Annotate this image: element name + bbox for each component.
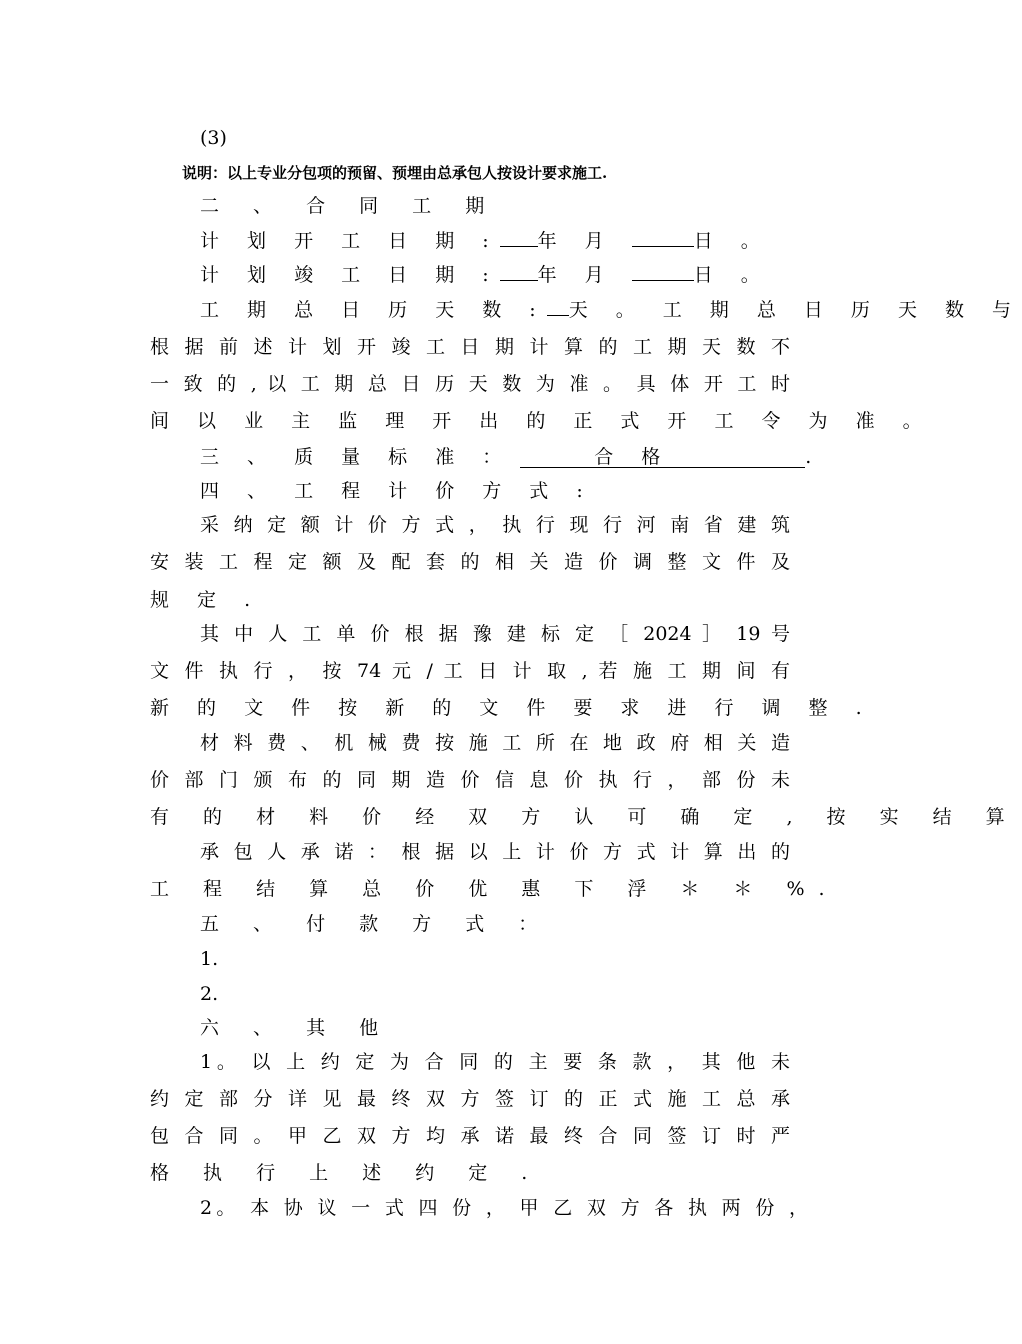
section-4-heading: 四 、 工 程 计 价 方 式 : [200, 480, 594, 502]
start-day-label: 日 。 [693, 230, 771, 252]
end-day-label: 日 。 [693, 264, 771, 286]
total-days-label: 工 期 总 日 历 天 数 : [200, 299, 547, 321]
pricing-para-2-line-2: 文 件 执 行 ， 按 74 元 / 工 日 计 取 , 若 施 工 期 间 有 [150, 660, 790, 682]
total-days-line-2: 根 据 前 述 计 划 开 竣 工 日 期 计 算 的 工 期 天 数 不 [150, 336, 790, 358]
pricing-para-2-line-1: 其 中 人 工 单 价 根 据 豫 建 标 定 ［ 2024 ］ 19 号 [200, 623, 790, 645]
end-month-label: 年 月 [537, 264, 615, 286]
total-days-blank [547, 315, 569, 316]
section-5-heading: 五 、 付 款 方 式 ： [200, 913, 552, 935]
planned-start-label: 计 划 开 工 日 期 : [200, 230, 500, 252]
item-3: (3) [200, 127, 227, 149]
section-3-line [200, 445, 822, 469]
payment-item-2: 2. [200, 983, 219, 1005]
pricing-para-2-line-3: 新 的 文 件 按 新 的 文 件 要 求 进 行 调 整 . [150, 697, 873, 719]
pricing-para-4-line-1: 承 包 人 承 诺 ： 根 据 以 上 计 价 方 式 计 算 出 的 [200, 841, 790, 863]
other-1-line-1: 1。 以 上 约 定 为 合 同 的 主 要 条 款 ， 其 他 未 [200, 1051, 790, 1073]
pricing-para-1-line-2: 安 装 工 程 定 额 及 配 套 的 相 关 造 价 调 整 文 件 及 [150, 551, 790, 573]
planned-end-line [200, 263, 771, 287]
other-2-line-1: 2。 本 协 议 一 式 四 份 ， 甲 乙 双 方 各 执 两 份 ， [200, 1197, 808, 1219]
end-year-blank [500, 280, 538, 281]
note-text: 说明：以上专业分包项的预留、预埋由总承包人按设计要求施工. [182, 164, 608, 182]
end-day-blank [632, 280, 694, 281]
planned-end-label: 计 划 竣 工 日 期 : [200, 264, 500, 286]
quality-standard-label: 三 、 质 量 标 准 ： [200, 446, 513, 468]
quality-standard-end: . [805, 446, 823, 468]
pricing-para-4-line-2: 工 程 结 算 总 价 优 惠 下 浮 ＊ ＊ %. [150, 878, 839, 900]
start-year-blank [500, 246, 538, 247]
quality-standard-text: 合 格 [594, 446, 672, 468]
pricing-para-3-line-2: 价 部 门 颁 布 的 同 期 造 价 信 息 价 执 行 ， 部 份 未 [150, 769, 790, 791]
payment-item-1: 1. [200, 948, 219, 970]
section-2-heading: 二 、 合 同 工 期 [200, 195, 499, 217]
total-days-line-4: 间 以 业 主 监 理 开 出 的 正 式 开 工 令 为 准 。 [150, 410, 933, 432]
other-1-line-3: 包 合 同 。 甲 乙 双 方 均 承 诺 最 终 合 同 签 订 时 严 [150, 1125, 790, 1147]
pricing-para-3-line-3: 有 的 材 料 价 经 双 方 认 可 确 定 , 按 实 结 算 [150, 806, 1019, 828]
section-6-heading: 六 、 其 他 [200, 1017, 393, 1039]
start-month-label: 年 月 [537, 230, 615, 252]
total-days-line-3: 一 致 的 , 以 工 期 总 日 历 天 数 为 准 。 具 体 开 工 时 [150, 373, 790, 395]
planned-start-line [200, 229, 771, 253]
total-days-text: 天 。 工 期 总 日 历 天 数 与 [568, 299, 1022, 321]
other-1-line-2: 约 定 部 分 详 见 最 终 双 方 签 订 的 正 式 施 工 总 承 [150, 1088, 790, 1110]
quality-standard-value [520, 447, 805, 468]
pricing-para-1-line-1: 采 纳 定 额 计 价 方 式 ， 执 行 现 行 河 南 省 建 筑 [200, 514, 790, 536]
start-day-blank [632, 246, 694, 247]
pricing-para-1-line-3: 规 定 . [150, 589, 262, 611]
other-1-line-4: 格 执 行 上 述 约 定 . [150, 1162, 542, 1184]
pricing-para-3-line-1: 材 料 费 、 机 械 费 按 施 工 所 在 地 政 府 相 关 造 [200, 732, 790, 754]
total-days-line [200, 298, 1022, 322]
